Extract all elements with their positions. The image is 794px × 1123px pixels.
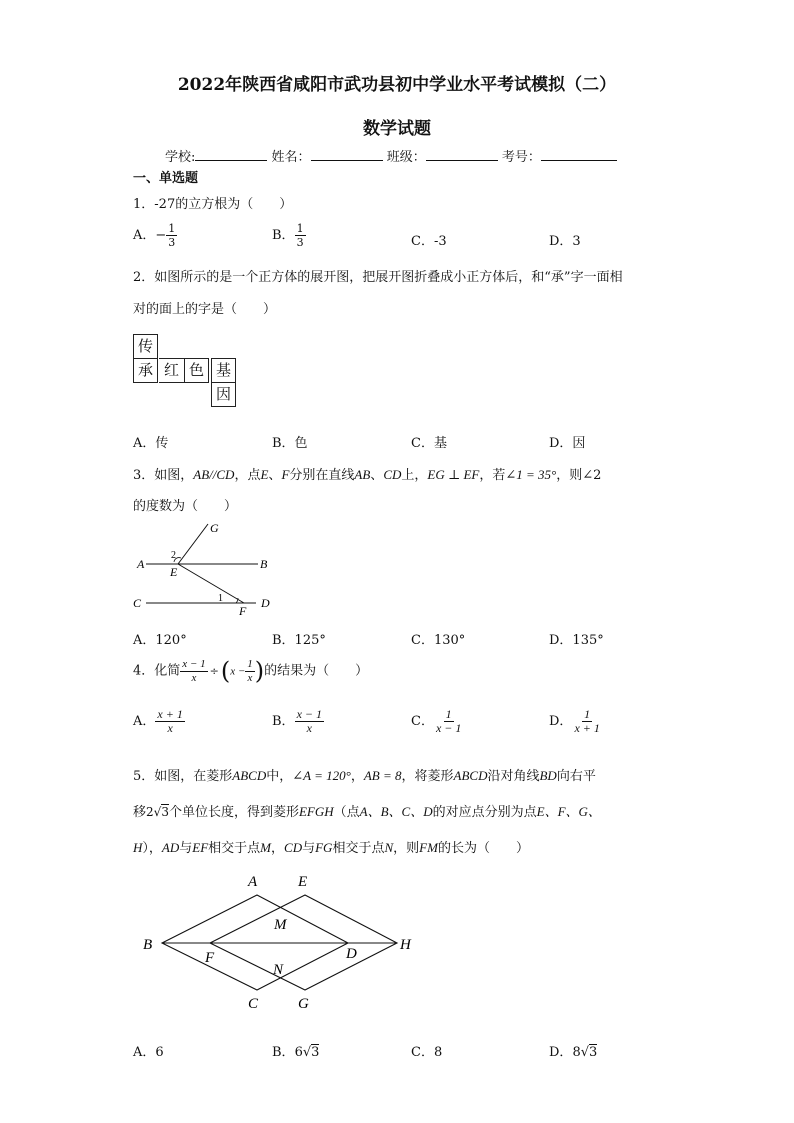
q3-text: 3．如图， [133,468,194,483]
q1-b-label: B． [272,228,295,243]
q5-option-d[interactable] [549,1041,597,1060]
label-c: C [248,996,259,1012]
q4-b-num: x − 1 [296,707,322,721]
q3-line1 [133,464,601,483]
info-fields [165,146,617,165]
q4-a-fraction [155,708,184,735]
q2-option-b[interactable]: B．色 [272,436,308,451]
q5-b-coef: 6 [294,1045,303,1060]
q4-paren-x: x − [230,665,246,678]
label-f: F [239,604,247,618]
q4-paren-close: ) [254,657,265,685]
q5-text: 的对应点分别为点 [432,805,537,820]
q5-line1 [133,765,596,784]
label-c: C [133,596,142,610]
label-g: G [298,996,309,1012]
q4-f1-den: x [191,671,197,684]
q4-a-label: A． [133,714,156,729]
q1-a-num: 1 [168,222,176,235]
label-f: F [205,950,215,966]
q5-text: 与 [179,841,193,856]
page-subtitle: 数学试题 [363,119,431,139]
q3-point: E [260,467,269,482]
q3-option-b[interactable]: B．125° [272,633,326,648]
net-cell: 红 [159,358,184,383]
q5-radical: √ [153,805,162,819]
q5-text: ，将菱形 [401,769,454,784]
q5-text: 相交于点 [208,841,261,856]
q1-a-sign: − [155,228,167,243]
school-blank[interactable] [195,160,267,161]
q5-option-a[interactable]: A．6 [133,1045,164,1060]
q4-d-label: D． [549,714,573,729]
q5-d-radicand: 3 [589,1045,598,1060]
page-title: 2022年陕西省咸阳市武功县初中学业水平考试模拟（二） [177,75,617,95]
q5-b-radicand: 3 [311,1045,320,1060]
q5-text: ）， [142,841,162,856]
q5-text: 与 [302,841,316,856]
q5-figure [135,868,425,1018]
q5-text: 中， [266,769,293,784]
label-e: E [298,874,308,890]
q5-shape: EFGH [298,804,334,819]
q4-option-a[interactable] [133,708,185,735]
school-label: 学校: [165,150,196,165]
q3-text: ，若 [479,468,506,483]
q3-option-d[interactable]: D．135° [549,633,604,648]
q3-option-a[interactable]: A．120° [133,633,187,648]
label-h: H [400,937,411,953]
q4-stem [133,657,368,685]
q4-option-b[interactable] [272,708,324,735]
q1-a-label: A． [133,228,156,243]
q5-option-b[interactable] [272,1041,319,1060]
label-e: E [170,565,178,579]
q4-f2-num: 1 [247,657,253,670]
q3-parallel: AB//CD [193,467,235,482]
q5-text: 移 [133,805,147,820]
q1-option-b[interactable] [272,222,306,249]
q3-perpendicular: EG ⊥ EF [427,467,480,482]
q4-f2-den: x [247,671,253,684]
label-g: G [210,521,219,535]
label-b: B [143,937,153,953]
q5-segment: FM [419,840,438,855]
q3-angle: ∠1 = 35° [505,467,557,482]
q1-a-den: 3 [168,236,176,249]
segment-ef [178,564,244,603]
q5-segment: CD [284,840,303,855]
q5-radicand: 3 [161,805,169,819]
q4-a-num: x + 1 [157,707,183,721]
q4-text: 4．化简 [133,663,181,679]
q5-b-label: B． [272,1045,295,1060]
q2-option-d[interactable]: D．因 [549,436,586,451]
q5-point: M [260,840,272,855]
q3-text: 上， [401,468,428,483]
label-d: D [261,596,270,610]
q2-option-c[interactable]: C．基 [411,436,447,451]
q5-text: 个单位长度，得到菱形 [168,805,299,820]
name-label: 姓名： [271,150,311,165]
q5-text: 向右平 [556,769,596,784]
q5-point: H [133,840,143,855]
q3-line-name: CD [383,467,402,482]
q5-text: 的长为（ ） [437,841,529,856]
q5-text: ， [271,841,285,856]
q5-segment: FG [315,840,333,855]
q2-line2: 对的面上的字是（ ） [133,302,277,317]
name-blank[interactable] [311,160,383,161]
label-1: 1 [218,593,223,604]
q1-b-den: 3 [296,236,304,249]
q3-text: 分别在直线 [289,468,355,483]
q4-c-label: C． [411,714,434,729]
net-cell: 因 [211,382,236,407]
q5-line2 [133,801,601,820]
q5-text: 沿对角线 [487,769,540,784]
net-cell: 承 [133,358,158,383]
q1-a-fraction [166,222,177,249]
q5-coef: 2 [146,805,154,819]
q5-side: AB = 8 [363,768,402,783]
q5-d-radical: √ [580,1045,590,1060]
label-a: A [248,874,258,890]
q1-number: 1． [133,197,155,212]
q3-text: 、 [370,468,384,483]
q2-option-a[interactable]: A．传 [133,436,169,451]
q4-text: 的结果为（ ） [264,663,369,679]
q3-figure [130,518,280,620]
net-cell: 传 [133,334,158,359]
q1-stem [133,193,292,212]
q5-b-radical: √ [302,1045,312,1060]
q5-text: ，则 [393,841,420,856]
q3-text: ，则∠2 [556,468,602,483]
q4-c-den: x − 1 [435,721,462,735]
label-m: M [274,917,287,933]
label-n: N [273,962,284,978]
q5-d-coef: 8 [572,1045,581,1060]
q5-option-c[interactable]: C．8 [411,1045,443,1060]
q4-fraction-2 [245,658,255,685]
ray-eg [178,524,208,564]
q5-text: 相交于点 [332,841,385,856]
q4-c-fraction [434,708,463,735]
section-heading: 一、单选题 [133,171,199,186]
number-label: 考号： [501,150,541,165]
q4-b-label: B． [272,714,295,729]
q3-line-name: AB [354,467,371,482]
q4-a-den: x [167,721,173,735]
q1-text: -27的立方根为（ ） [154,197,293,212]
q4-b-fraction [295,708,324,735]
net-cell: 基 [211,358,236,383]
q4-d-den: x + 1 [574,721,600,735]
q1-b-num: 1 [296,222,304,235]
q5-text: ， [350,769,364,784]
q1-option-d[interactable]: D．3 [549,234,581,249]
q3-point: F [281,467,290,482]
q1-option-c[interactable]: C．-3 [411,234,447,249]
q5-shape: ABCD [232,768,267,783]
q5-text: 5．如图，在菱形 [133,769,233,784]
label-b: B [260,557,268,571]
number-blank[interactable] [541,160,617,161]
q5-segment: EF [192,840,209,855]
q4-divide: ÷ [209,664,219,678]
q5-points: E、F、G、 [536,804,601,819]
q5-line3 [133,837,529,856]
q1-option-a[interactable] [133,222,177,249]
q4-d-num: 1 [584,707,591,721]
q4-paren-open: ( [220,657,231,685]
q5-point: N [384,840,394,855]
q4-option-c[interactable] [411,708,463,735]
net-cell: 色 [184,358,209,383]
q3-line2: 的度数为（ ） [133,499,238,514]
q4-d-fraction [572,708,601,735]
label-2: 2 [171,550,176,561]
q3-text: ，点 [234,468,261,483]
q5-angle: ∠A = 120° [292,768,351,783]
label-a: A [137,557,145,571]
q5-shape: ABCD [453,768,488,783]
q4-b-den: x [306,721,312,735]
q5-segment: AD [161,840,180,855]
label-d: D [346,946,357,962]
q2-line1: 2．如图所示的是一个正方体的展开图，把展开图折叠成小正方体后，和“承”字一面相 [133,270,623,285]
q4-c-num: 1 [445,707,452,721]
q3-text: 、 [268,468,282,483]
q1-b-fraction [295,222,306,249]
q5-d-label: D． [549,1045,573,1060]
q4-f1-num: x − 1 [182,657,206,670]
class-blank[interactable] [426,160,498,161]
q3-option-c[interactable]: C．130° [411,633,466,648]
q4-option-d[interactable] [549,708,602,735]
q5-points: A、B、C、D [359,804,433,819]
q5-text: （点 [333,805,360,820]
q4-fraction-1 [180,658,207,685]
class-label: 班级： [386,150,426,165]
q5-diagonal: BD [539,768,557,783]
